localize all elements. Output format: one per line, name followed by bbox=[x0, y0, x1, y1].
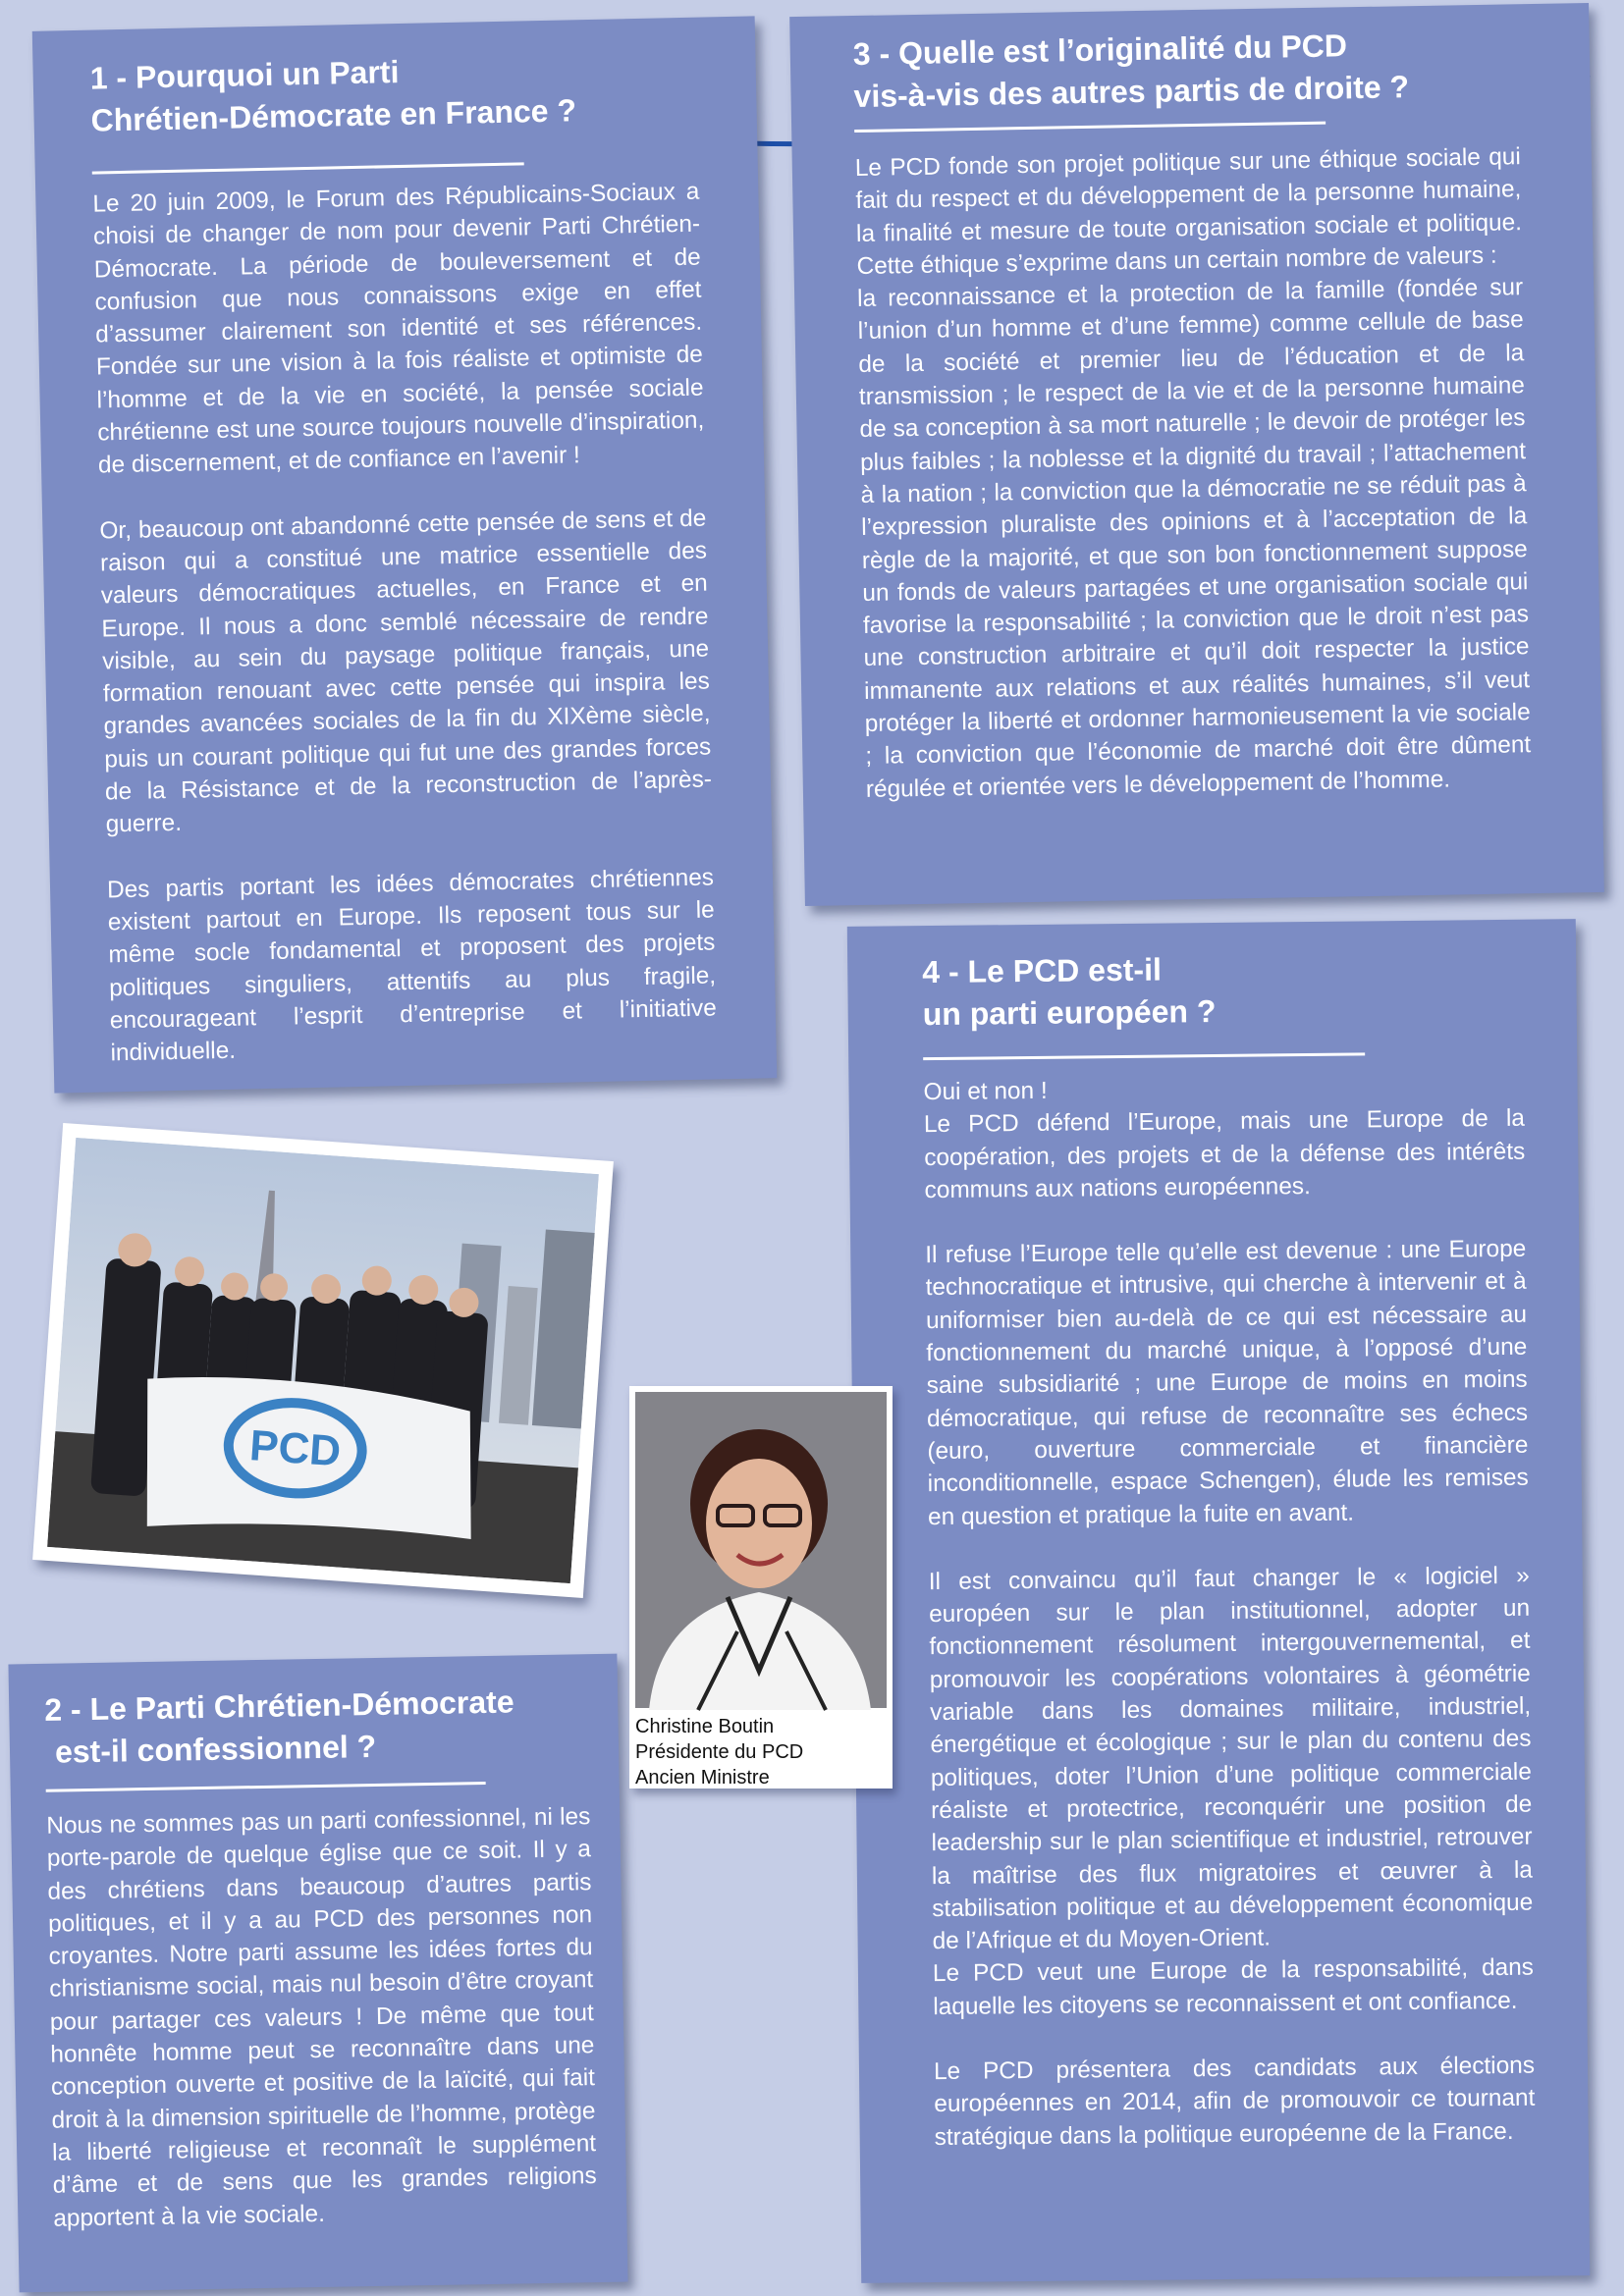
portrait-caption: Christine Boutin Présidente du PCD Ancien Ministre bbox=[635, 1716, 804, 1789]
section-2-title: 2 - Le Parti Chrétien-Démocrate est-il confessionnel ? bbox=[43, 1683, 514, 1770]
section-3-title: 3 - Quelle est l’originalité du PCD vis-à-vis des autres partis de droite ? bbox=[852, 27, 1410, 115]
section-4-intro: Oui et non ! bbox=[923, 1077, 1048, 1106]
section-1-rule bbox=[92, 162, 524, 174]
section-1-paragraph: Des partis portant les idées démocrates chrétiennes existent partout en Europe. Ils reposent tous sur le même socle fondamental et proposent des projets politiques singuliers, attentifs au plus fragile, encourageant l’esprit d’entreprise et l’initiative individuelle. bbox=[106, 864, 718, 1067]
section-4-paragraph: Il refuse l’Europe telle qu’elle est devenue : une Europe technocratique et intrusive, qui cherche à intervenir et à uniformiser bien au-delà de ce qui est nécessaire au fonctionnement du marché unique, à l’opposé d’une saine subsidiarité ; une Europe de moins en moins démocratique, qui refuse de reconnaître ses échecs (euro, ouverture commerciale et financière inconditionnelle, espace Schengen), élude les remises en question et pratique la fuite en avant. bbox=[925, 1235, 1529, 1530]
section-1-paragraph: Or, beaucoup ont abandonné cette pensée de sens et de raison qui a constitué une matrice essentielle des valeurs démocratiques actuelles, en France et en Europe. Il nous a donc semblé nécessaire de rendre visible, au sein du paysage politique français, une formation renouant avec cette pensée qui inspira les grandes avancées sociales de la fin du XIXème siècle, puis un courant politique qui fut une des grandes forces de la Résistance et de la reconstruction de l’après-guerre. bbox=[99, 505, 713, 838]
section-1-panel bbox=[32, 16, 777, 1093]
portrait-image bbox=[629, 1386, 893, 1714]
banner-text: PCD bbox=[247, 1421, 343, 1476]
section-1-title: 1 - Pourquoi un Parti Chrétien-Démocrate en France ? bbox=[89, 54, 577, 138]
section-4-panel bbox=[847, 919, 1590, 2283]
section-4-paragraph: Le PCD défend l’Europe, mais une Europe de la coopération, des projets et de la défense des intérêts communs aux nations européennes. bbox=[923, 1105, 1526, 1204]
section-2-paragraph: Nous ne sommes pas un parti confessionnel, ni les porte-parole de quelque église que ce soit. Il y a des chrétiens dans beaucoup d’autres partis politiques, et il y a au PCD des personnes non croyantes. Notre parti assume les idées fortes du christianisme social, mais nul besoin d’être croyant pour partager ces valeurs ! De même que tout honnête homme peut se reconnaître dans une conception ouverte et positive de la laïcité, qui fait droit à la dimension spirituelle de l’homme, protège la liberté religieuse et reconnaît le supplément d’âme et de sens que les grandes religions apportent à la vie sociale. bbox=[46, 1803, 597, 2232]
section-2-rule bbox=[46, 1782, 486, 1792]
section-4-paragraph: Il est convaincu qu’il faut changer le « logiciel » européen sur le plan institutionnel, adopter un fonctionnement résolument intergouvernemental, et promouvoir les coopérations volontaires à géométrie variable dans les domaines militaire, industriel, énergétique et écologique ; sur le plan du contenu des politiques, doter l’Union d’une politique commerciale réaliste et protectrice, reconquérir une position de leadership sur le plan scientifique et industriel, retrouver la maîtrise des flux migratoires et œuvrer à la stabilisation politique et au développement économique de l’Afrique et du Moyen-Orient. bbox=[928, 1562, 1534, 1955]
section-2-panel bbox=[8, 1654, 627, 2293]
section-3-rule bbox=[854, 122, 1326, 133]
section-4-title: 4 - Le PCD est-il un parti européen ? bbox=[922, 951, 1217, 1033]
section-3-body bbox=[855, 140, 1533, 806]
section-4-paragraph: Le PCD présentera des candidats aux élections européennes en 2014, afin de promouvoir ce tournant stratégique dans la politique européenne de la France. bbox=[933, 2052, 1536, 2151]
section-1-body bbox=[92, 176, 718, 1070]
section-3-panel bbox=[789, 3, 1604, 906]
group-photo bbox=[32, 1123, 614, 1598]
section-1-paragraph: Le 20 juin 2009, le Forum des Républicains-Sociaux a choisi de changer de nom pour devenir Parti Chrétien-Démocrate. La période de bouleversement et de confusion que nous connaissons exige en effet d’assumer clairement son identité et ses références. Fondée sur une vision à la fois réaliste et optimiste de l’homme et de la vie en société, la pensée sociale chrétienne est une source toujours nouvelle d’inspiration, de discernement, et de confiance en l’avenir ! bbox=[92, 178, 705, 479]
section-2-body bbox=[46, 1800, 597, 2234]
section-3-paragraph: Le PCD fonde son projet politique sur une éthique sociale qui fait du respect et du développement de la personne humaine, la finalité et mesure de toute organisation sociale et politique. Cette éthique s’exprime dans un certain nombre de valeurs : bbox=[854, 143, 1523, 280]
portrait-photo bbox=[629, 1386, 893, 1789]
group-photo-image bbox=[47, 1138, 599, 1583]
section-4-paragraph: Le PCD veut une Europe de la responsabilité, dans laquelle les citoyens se reconnaissent et ont confiance. bbox=[932, 1954, 1535, 2020]
section-4-body bbox=[923, 1070, 1535, 2154]
section-4-rule bbox=[923, 1052, 1365, 1060]
section-3-paragraph: la reconnaissance et la protection de la famille (fondée sur l’union d’un homme et d’une femme) comme cellule de base de la société et premier lieu de l’éducation et de la transmission ; le respect de la vie et de la personne humaine de sa conception à sa mort naturelle ; le devoir de protéger les plus faibles ; la noblesse et la dignité du travail ; l’attachement à la nation ; la conviction que la démocratie ne se réduit pas à l’expression pluraliste des opinions et à l’acceptation de la règle de la majorité, et que son bon fonctionnement suppose un fonds de valeurs partagées et une organisation sociale qui favorise la responsabilité ; la conviction que le droit n’est pas une construction arbitraire et qu’il doit respecter la justice immanente aux relations et aux réalités humaines, s’il veut protéger la liberté et ordonner harmonieusement la vie sociale ; la conviction que l’économie de marché doit être dûment régulée et orientée vers le développement de l’homme. bbox=[856, 274, 1532, 803]
